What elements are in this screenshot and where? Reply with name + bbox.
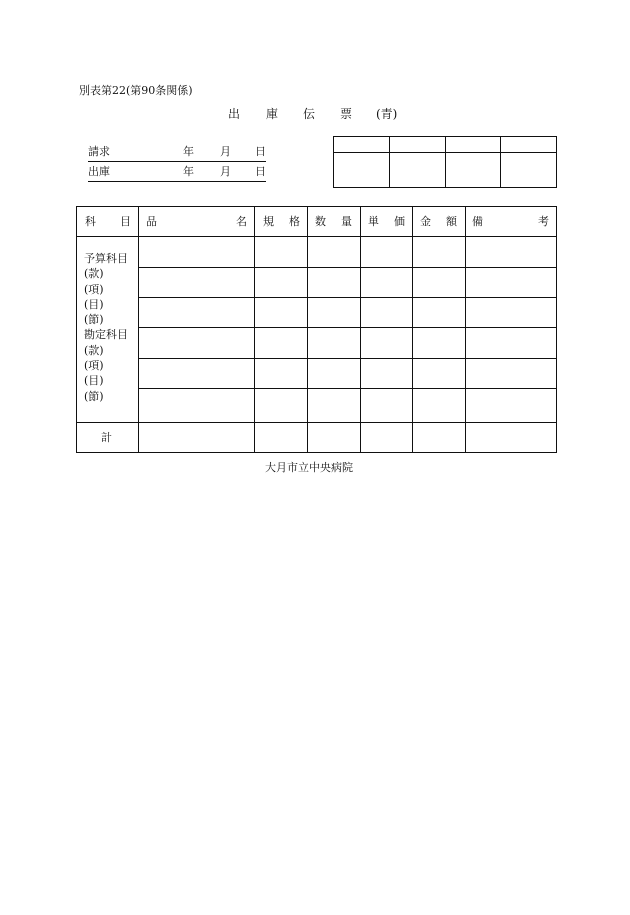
form-title <box>228 107 397 123</box>
budget-line: (項) <box>84 282 104 296</box>
budget-line: (節) <box>84 389 104 403</box>
budget-account-labels <box>84 252 128 405</box>
total-label: 計 <box>101 431 112 444</box>
request-day: 日 <box>255 145 266 158</box>
budget-line: (項) <box>84 359 104 373</box>
request-month: 月 <box>220 145 231 158</box>
title-char-4: 票 <box>340 107 353 121</box>
issue-month: 月 <box>220 165 231 178</box>
issue-day: 日 <box>255 165 266 178</box>
request-year: 年 <box>183 145 194 158</box>
request-date-row <box>88 143 266 162</box>
issue-year: 年 <box>183 165 194 178</box>
issue-label: 出庫 <box>88 165 110 178</box>
issue-date-row <box>88 163 266 182</box>
budget-line: (目) <box>84 374 104 388</box>
items-table: 科 目 品 名 規 格 数 量 単 価 金 額 備 考 予算科目 (款) (項) (目) (節) 勘定科目 (款) (項) (目) (節) 計 <box>76 206 557 453</box>
title-color-note: (青) <box>376 107 398 121</box>
title-char-2: 庫 <box>266 107 279 121</box>
title-char-3: 伝 <box>303 107 316 121</box>
budget-line: (目) <box>84 297 104 311</box>
title-char-1: 出 <box>228 107 241 121</box>
budget-line: 予算科目 <box>84 252 128 265</box>
hospital-name: 大月市立中央病院 <box>265 461 353 474</box>
approval-stamp-grid <box>333 136 557 188</box>
budget-line: (節) <box>84 313 104 327</box>
budget-line: 勘定科目 <box>84 328 128 342</box>
request-label: 請求 <box>88 145 110 158</box>
appendix-label: 別表第22(第90条関係) <box>79 84 193 97</box>
budget-line: (款) <box>84 267 104 281</box>
budget-line: (款) <box>84 343 104 357</box>
